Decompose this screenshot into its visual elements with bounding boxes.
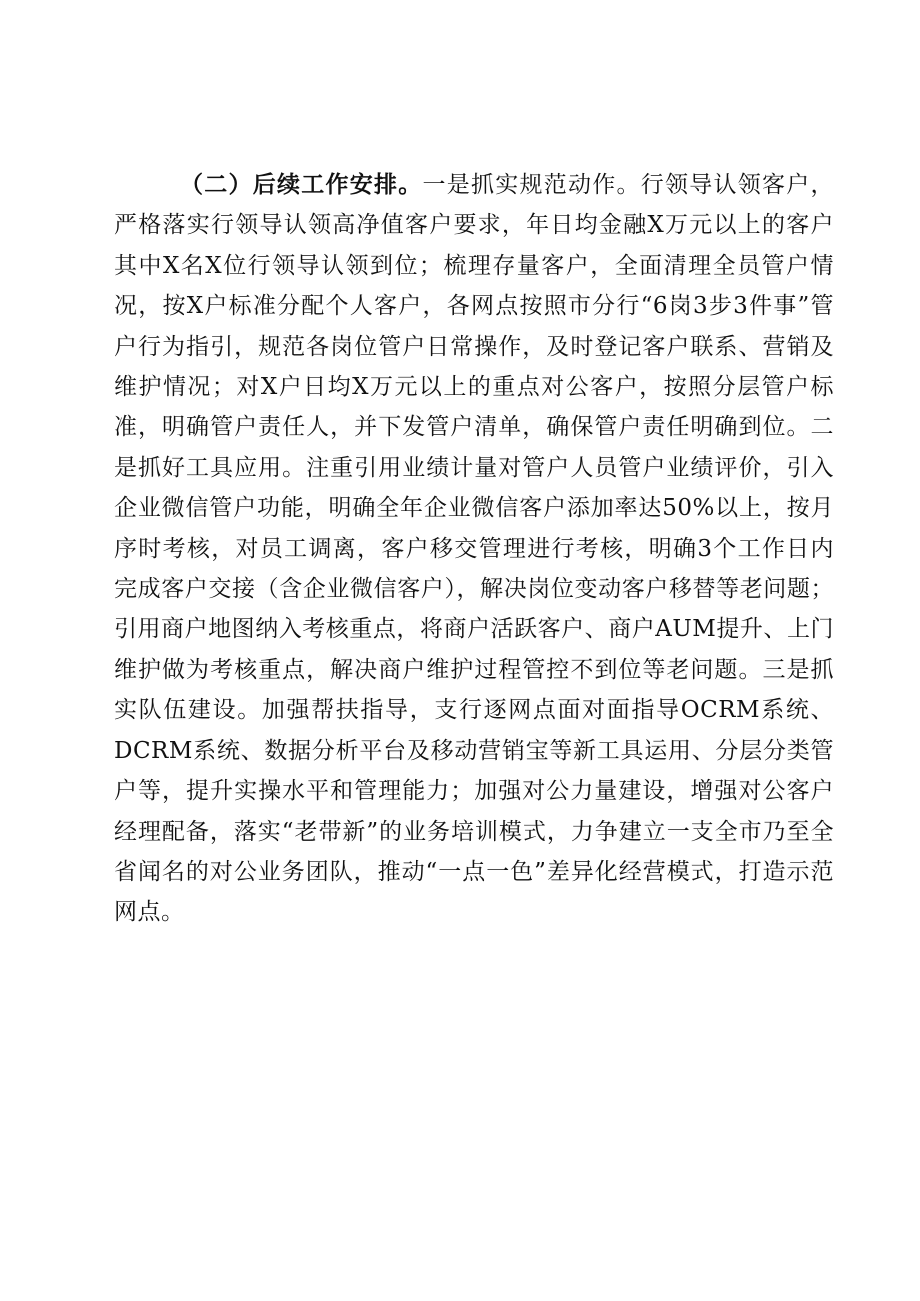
paragraph-body-text: 一是抓实规范动作。行领导认领客户，严格落实行领导认领高净值客户要求，年日均金融X万元以上的客户其中X名X位行领导认领到位；梳理存量客户，全面清理全员管户情况，按X户标准分配个人客户，各网点按照市分行“6岗3步3件事”管户行为指引，规范各岗位管户日常操作，及时登记客户联系、营销及维护情况；对X户日均X万元以上的重点对公客户，按照分层管户标准，明确管户责任人，并下发管户清单，确保管户责任明确到位。二是抓好工具应用。注重引用业绩计量对管户人员管户业绩评价，引入企业微信管户功能，明确全年企业微信客户添加率达50%以上，按月序时考核，对员工调离，客户移交管理进行考核，明确3个工作日内完成客户交接（含企业微信客户），解决岗位变动客户移替等老问题；引用商户地图纳入考核重点，将商户活跃客户、商户AUM提升、上门维护做为考核重点，解决商户维护过程管控不到位等老问题。三是抓实队伍建设。加强帮扶指导，支行逐网点面对面指导OCRM系统、DCRM系统、数据分析平台及移动营销宝等新工具运用、分层分类管户等，提升实操水平和管理能力；加强对公力量建设，增强对公客户经理配备，落实“老带新”的业务培训模式，力争建立一支全市乃至全省闻名的对公业务团队，推动“一点一色”差异化经营模式，打造示范网点。 <box>114 172 834 926</box>
body-paragraph <box>114 165 834 933</box>
section-heading: （二）后续工作安排。 <box>180 172 423 198</box>
